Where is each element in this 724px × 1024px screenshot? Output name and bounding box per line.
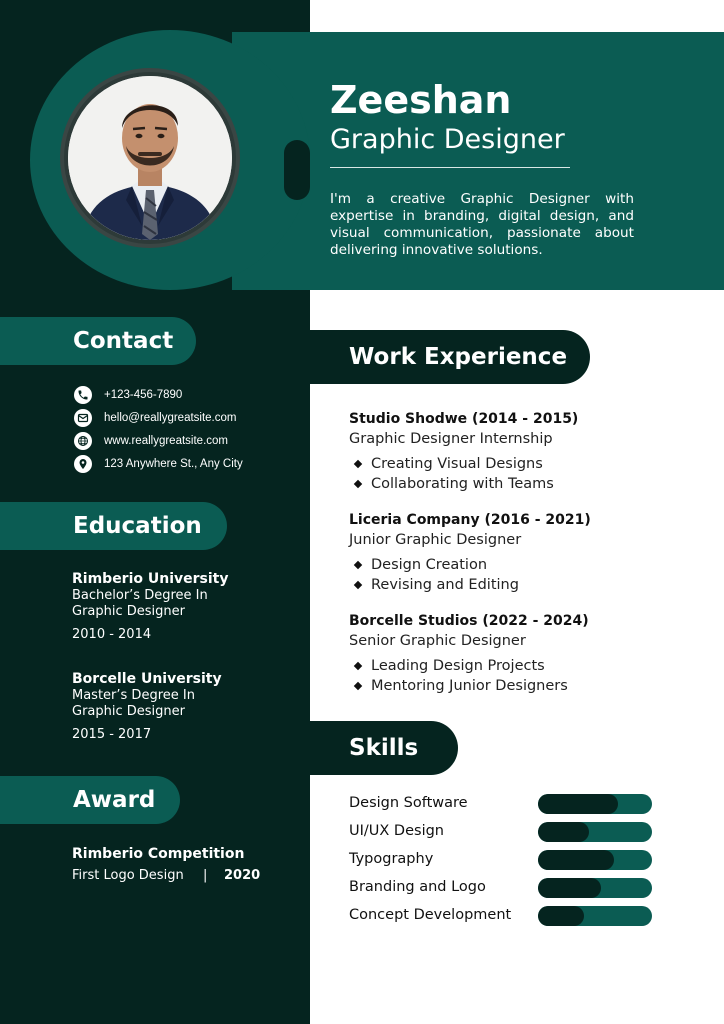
job-bullet: Revising and Editing	[355, 577, 519, 593]
edu-field-1: Graphic Designer	[72, 604, 185, 619]
edu-field-2: Graphic Designer	[72, 704, 185, 719]
street-address: 123 Anywhere St., Any City	[104, 458, 243, 470]
job-bullet: Creating Visual Designs	[355, 456, 543, 472]
award-year: 2020	[224, 868, 261, 883]
education-heading: Education	[0, 502, 227, 550]
contact-heading: Contact	[0, 317, 196, 365]
skill-bar-4	[538, 878, 652, 898]
job-role-2: Junior Graphic Designer	[349, 532, 522, 548]
skill-level-fill	[538, 906, 584, 926]
award-title: Rimberio Competition	[72, 846, 245, 862]
phone-number: +123-456-7890	[104, 389, 183, 401]
job-bullet: Leading Design Projects	[355, 658, 545, 674]
edu-degree-1: Bachelor’s Degree In	[72, 588, 208, 603]
edu-degree-2: Master’s Degree In	[72, 688, 195, 703]
job-company-1: Studio Shodwe (2014 - 2015)	[349, 411, 579, 427]
award-heading: Award	[0, 776, 180, 824]
contact-phone	[74, 386, 182, 404]
job-bullet: Mentoring Junior Designers	[355, 678, 568, 694]
skill-level-fill	[538, 794, 618, 814]
job-company-2: Liceria Company (2016 - 2021)	[349, 512, 591, 528]
contact-website[interactable]	[74, 432, 228, 450]
edu-school-2: Borcelle University	[72, 671, 222, 687]
skill-level-fill	[538, 878, 601, 898]
skill-label-2: UI/UX Design	[349, 823, 444, 839]
edu-years-2: 2015 - 2017	[72, 727, 152, 742]
skill-label-5: Concept Development	[349, 907, 512, 923]
header-divider	[330, 167, 570, 168]
skill-label-3: Typography	[349, 851, 434, 867]
skill-label-1: Design Software	[349, 795, 468, 811]
ring-accent	[284, 140, 310, 200]
award-detail: First Logo Design	[72, 868, 184, 883]
job-bullet: Collaborating with Teams	[355, 476, 554, 492]
skill-bar-3	[538, 850, 652, 870]
job-bullet: Design Creation	[355, 557, 487, 573]
globe-icon	[74, 432, 92, 450]
profile-summary: I'm a creative Graphic Designer with expertise in branding, digital design, and visual communication, passionate about delivering innovative solutions.	[330, 191, 634, 258]
contact-email[interactable]	[74, 409, 236, 427]
mail-icon	[74, 409, 92, 427]
skill-bar-1	[538, 794, 652, 814]
job-role-1: Graphic Designer Internship	[349, 431, 553, 447]
skill-bar-2	[538, 822, 652, 842]
skills-heading: Skills	[310, 721, 458, 775]
skill-bar-5	[538, 906, 652, 926]
skill-level-fill	[538, 822, 589, 842]
skill-label-4: Branding and Logo	[349, 879, 486, 895]
avatar	[68, 76, 232, 240]
award-separator: |	[203, 868, 208, 883]
edu-years-1: 2010 - 2014	[72, 627, 152, 642]
contact-address	[74, 455, 243, 473]
email-address: hello@reallygreatsite.com	[104, 412, 237, 424]
job-role-3: Senior Graphic Designer	[349, 633, 526, 649]
website-url: www.reallygreatsite.com	[104, 435, 228, 447]
skill-level-fill	[538, 850, 614, 870]
edu-school-1: Rimberio University	[72, 571, 229, 587]
work-experience-heading: Work Experience	[310, 330, 590, 384]
location-icon	[74, 455, 92, 473]
phone-icon	[74, 386, 92, 404]
profile-photo	[60, 68, 240, 248]
job-company-3: Borcelle Studios (2022 - 2024)	[349, 613, 589, 629]
candidate-role: Graphic Designer	[330, 124, 565, 155]
candidate-name: Zeeshan	[330, 78, 512, 122]
